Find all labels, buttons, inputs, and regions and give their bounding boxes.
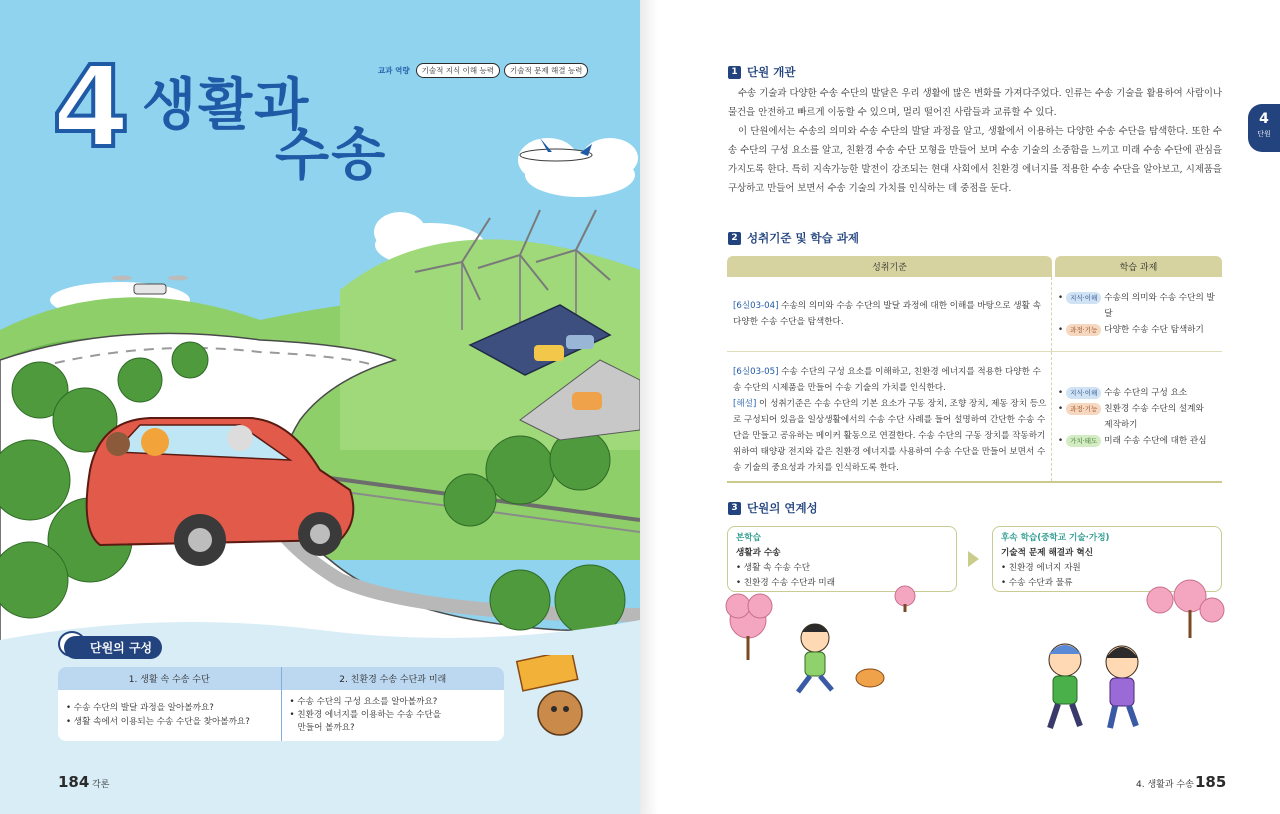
chapter-number: 4: [52, 43, 130, 173]
task-item: • 지식·이해 수송 수단의 구성 요소: [1058, 385, 1216, 401]
linkage-type: 본학습: [736, 533, 761, 543]
structure-body: [282, 690, 505, 741]
page-number: 184: [58, 773, 90, 791]
chapter-title-line1: 생활과: [142, 73, 311, 138]
standard-text: 수송의 의미와 수송 수단의 발달 과정에 대한 이해를 바탕으로 생활 속 다양한 수송 수단을 탐색한다.: [733, 301, 1041, 327]
structure-head: 2. 친환경 수송 수단과 미래: [282, 667, 505, 690]
tag-badge: 지식·이해: [1066, 387, 1101, 399]
side-tab-label: 단원: [1257, 130, 1271, 138]
kids-illustration: [720, 570, 1230, 760]
table-row: [727, 352, 1222, 483]
standard-cell: [727, 352, 1052, 481]
tag-badge: 과정·기능: [1066, 403, 1101, 415]
arrow-right-icon: [968, 551, 979, 567]
linkage-subject: 생활과 수송: [736, 548, 781, 558]
linkage-type: 후속 학습(중학교 기술·가정): [1001, 533, 1110, 543]
flag-mascot-illustration: [510, 655, 600, 745]
side-tab-number: 4: [1259, 111, 1269, 127]
structure-body: [58, 690, 281, 741]
section-label: 각론: [92, 780, 110, 790]
structure-column: [58, 667, 281, 741]
structure-table: [58, 667, 504, 741]
overview-paragraph: 이 단원에서는 수송의 의미와 수송 수단의 발달 과정을 알고, 생활에서 이용하는 다양한 수송 수단을 탐색한다. 또한 수송 수단의 구성 요소를 알고, 친환경 수송 수단 모형을 만들어 보며 수송 기술의 소중함을 느끼고 미래 수송 수단에 관심을 가지도록 한다. 특히 지속가능한 발전이 강조되는 현대 사회에서 친환경 에너지를 적용한 수송 수단을 알아보고, 시제품을 구상하고 만들어 보면서 수송 기술의 가치를 인식하는 데 중점을 둔다.: [728, 126, 1222, 194]
section-title: 단원 개관: [747, 65, 796, 79]
tag-badge: 지식·이해: [1066, 292, 1101, 304]
table-header: 학습 과제: [1055, 256, 1222, 277]
gutter-shadow: [640, 0, 658, 814]
chapter-side-tab[interactable]: [1248, 104, 1280, 152]
competency-row: [378, 63, 588, 78]
structure-item: 만들어 볼까요?: [297, 723, 355, 734]
standard-cell: [727, 277, 1052, 351]
linkage-item: • 친환경 수송 수단과 미래: [736, 578, 836, 588]
section-heading: [728, 230, 859, 246]
tag-badge: 가치·태도: [1066, 435, 1101, 447]
structure-item: • 생활 속에서 이용되는 수송 수단을 찾아볼까요?: [66, 716, 250, 727]
competency-label: 교과 역량: [378, 66, 410, 75]
task-item: • 가치·태도 미래 수송 수단에 대한 관심: [1058, 433, 1216, 449]
standard-code: [6실03-04]: [733, 301, 779, 311]
section-number: 3: [728, 502, 741, 515]
section-number: 1: [728, 66, 741, 79]
structure-title: 단원의 구성: [64, 636, 162, 659]
structure-item: • 수송 수단의 구성 요소를 알아볼까요?: [289, 696, 438, 707]
task-text: 친환경 수송 수단의 설계와 제작하기: [1104, 403, 1204, 430]
task-item: • 과정·기능 친환경 수송 수단의 설계와 제작하기: [1058, 401, 1216, 433]
overview-text: [728, 84, 1222, 198]
linkage-subject: 기술적 문제 해결과 혁신: [1001, 548, 1093, 558]
table-row: [727, 277, 1222, 352]
task-text: 수송의 의미와 수송 수단의 발달: [1104, 293, 1215, 319]
structure-column: [281, 667, 505, 741]
explain-text: 이 성취기준은 수송 수단의 기본 요소가 구동 장치, 조향 장치, 제동 장치 등으로 구성되어 있음을 일상생활에서의 수송 수단 사례를 들어 설명하여 간단한 수송 수단을 만들고 공유하는 메이커 활동으로 연결한다. 수송 수단의 구동 장치를 작동하기 위하여 태양광 전지와 같은 친환경 에너지를 사용하여 수송 수단을 만들어 보면서 수송 기술의 중요성과 가치를 인식하도록 한다.: [733, 399, 1047, 473]
structure-head: 1. 생활 속 수송 수단: [58, 667, 281, 690]
section-title: 단원의 연계성: [747, 501, 818, 515]
standard-code: [6실03-05]: [733, 367, 779, 377]
competency-chip: 기술적 지식 이해 능력: [416, 63, 500, 78]
task-cell: [1052, 352, 1222, 481]
task-item: • 과정·기능 다양한 수송 수단 탐색하기: [1058, 322, 1216, 338]
table-header: 성취기준: [727, 256, 1052, 277]
section-heading: [728, 64, 795, 80]
section-number: 2: [728, 232, 741, 245]
table-header-row: [727, 256, 1222, 277]
explain-code: [해설]: [733, 399, 757, 409]
task-text: 미래 수송 수단에 대한 관심: [1104, 435, 1207, 446]
standards-table: [727, 256, 1222, 483]
task-cell: [1052, 277, 1222, 351]
structure-item: • 수송 수단의 발달 과정을 알아볼까요?: [66, 703, 214, 714]
standard-text: 수송 수단의 구성 요소를 이해하고, 친환경 에너지를 적용한 다양한 수송 수단의 시제품을 만들어 수송 기술의 가치를 인식한다.: [733, 367, 1041, 393]
task-item: • 지식·이해 수송의 의미와 수송 수단의 발달: [1058, 290, 1216, 322]
section-label: 4. 생활과 수송: [1136, 780, 1194, 790]
competency-chip: 기술적 문제 해결 능력: [504, 63, 588, 78]
linkage-item: • 수송 수단과 물류: [1001, 578, 1073, 588]
linkage-item: • 생활 속 수송 수단: [736, 563, 811, 573]
structure-item: • 친환경 에너지를 이용하는 수송 수단을: [289, 709, 442, 720]
task-text: 수송 수단의 구성 요소: [1104, 387, 1188, 398]
tag-badge: 과정·기능: [1066, 324, 1101, 336]
section-title: 성취기준 및 학습 과제: [747, 231, 859, 245]
linkage-item: • 친환경 에너지 자원: [1001, 563, 1081, 573]
overview-paragraph: 수송 기술과 다양한 수송 수단의 발달은 우리 생활에 많은 변화를 가져다주었다. 인류는 수송 기술을 활용하여 사람이나 물건을 안전하고 빠르게 이동할 수 있으며, 멀리 떨어진 사람들과 교류할 수 있다.: [728, 88, 1222, 118]
chapter-title-line2: 수송: [275, 123, 388, 188]
page-number: 185: [1195, 773, 1227, 791]
task-text: 다양한 수송 수단 탐색하기: [1104, 325, 1204, 335]
section-heading: [728, 500, 818, 516]
